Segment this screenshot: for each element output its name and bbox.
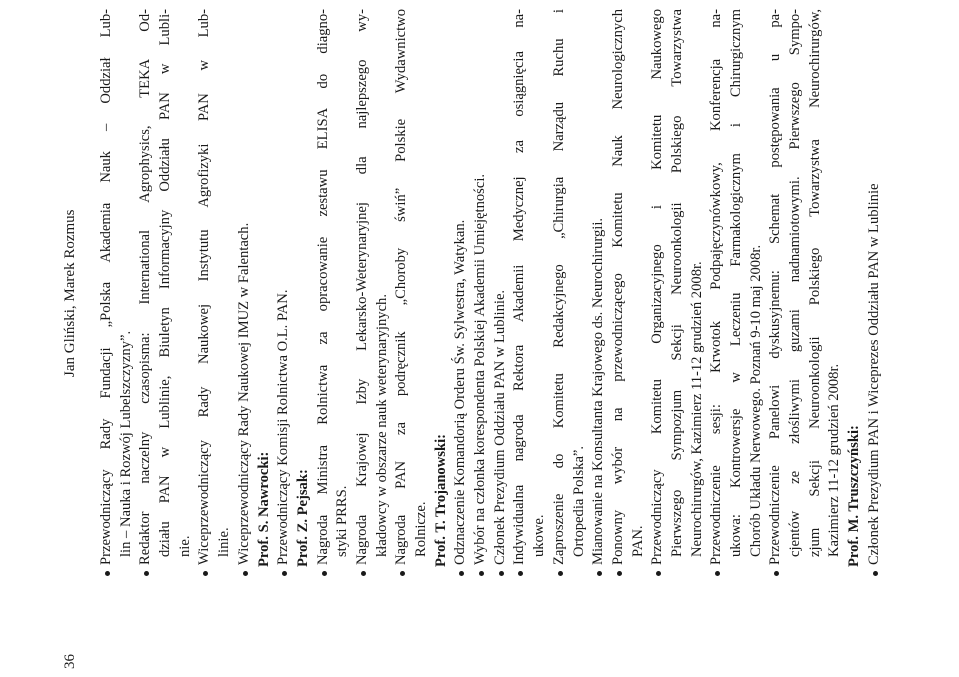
bullet-item-line	[550, 9, 570, 677]
bullet-item-line	[353, 9, 373, 677]
line-text: nie.	[176, 535, 193, 557]
line-text: działu PAN w Lublinie, Biuletyn Informacyjny Oddziału PAN w Lubli-	[157, 9, 174, 557]
bullet-icon	[656, 571, 661, 576]
bullet-item-line	[865, 9, 885, 677]
line-text: Przewodniczący Rady Fundacji „Polska Akademia Nauk – Oddział Lub-	[98, 9, 114, 565]
bullet-icon	[597, 571, 602, 576]
line-text: Kazimierz 11-12 grudzień 2008r.	[826, 363, 843, 557]
bullet-icon	[715, 571, 720, 576]
line-text: lin – Nauka i Rozwój Lubelszczyzny”.	[117, 330, 134, 557]
line-text: linie.	[216, 527, 233, 557]
bullet-item-line	[235, 9, 255, 677]
section-heading	[294, 9, 314, 677]
line-text: Redaktor naczelny czasopisma: International Agrophysics, TEKA Od-	[137, 9, 154, 565]
bullet-icon	[558, 571, 563, 576]
section-heading	[255, 9, 275, 677]
running-head: Jan Gliński, Marek Rozmus	[62, 209, 78, 377]
line-text: zjum Sekcji Neuroonkologii Polskiego Towarzystwa Neurochirurgów,	[806, 9, 823, 557]
line-text: Nagroda Krajowej Izby Lekarsko-Weterynaryjnej dla najlepszego wy-	[353, 9, 370, 565]
bullet-item-line	[195, 9, 215, 677]
bullet-item-line	[97, 9, 117, 677]
bullet-icon	[105, 571, 110, 576]
bullet-item-line	[451, 9, 471, 677]
bullet-icon	[518, 571, 523, 576]
page-number: 36	[62, 654, 78, 669]
line-text: Ortopedia Polska”.	[570, 445, 587, 557]
line-text: Przewodniczenie Panelowi dyskusyjnemu: Schemat postępowania u pa-	[767, 9, 784, 565]
continuation-line	[333, 9, 353, 677]
bullet-icon	[282, 571, 287, 576]
bullet-item-line	[609, 9, 629, 677]
continuation-line	[530, 9, 550, 677]
line-text: Wybór na członka korespondenta Polskiej Akademii Umiejętności.	[472, 173, 489, 565]
line-text: Wiceprzewodniczący Rady Naukowej IMUZ w Falentach.	[235, 222, 252, 565]
bullet-item-line	[766, 9, 786, 677]
continuation-line	[176, 9, 196, 677]
line-text: Wiceprzewodniczący Rady Naukowej Instytutu Agrofizyki PAN w Lub-	[196, 9, 213, 565]
line-text: Przewodniczenie sesji: Krwotok Podpajęczynówkowy, Konferencja na-	[708, 9, 725, 565]
line-text: Mianowanie na Konsultanta Krajowego ds. Neurochirurgii.	[590, 217, 607, 565]
line-text: Indywidualna nagroda Rektora Akademii Medycznej za osiągnięcia na-	[511, 9, 528, 565]
bullet-item-line	[471, 9, 491, 677]
bullet-icon	[873, 571, 878, 576]
bullet-icon	[361, 571, 366, 576]
bullet-icon	[459, 571, 464, 576]
section-heading	[432, 9, 452, 677]
continuation-line	[668, 9, 688, 677]
continuation-line	[825, 9, 845, 677]
line-text: PAN.	[629, 525, 646, 557]
line-text: Pierwszego Sympozjum Sekcji Neuroonkologii Polskiego Towarzystwa	[668, 9, 685, 557]
page-body	[97, 9, 885, 677]
bullet-item-line	[648, 9, 668, 677]
continuation-line	[688, 9, 708, 677]
bullet-icon	[144, 571, 149, 576]
line-text: Przewodniczący Komisji Rolnictwa O.L. PAN.	[275, 289, 292, 565]
line-text: Neurochirurgów, Kazimierz 11-12 grudzień 2008r.	[688, 261, 705, 557]
bullet-item-line	[274, 9, 294, 677]
continuation-line	[117, 9, 137, 677]
bullet-item-line	[136, 9, 156, 677]
line-text: Prof. S. Nawrocki:	[255, 451, 272, 567]
bullet-item-line	[510, 9, 530, 677]
line-text: cjentów ze złośliwymi guzami nadnamiotowymi. Pierwszego Sympo-	[787, 9, 804, 557]
continuation-line	[373, 9, 393, 677]
bullet-item-line	[392, 9, 412, 677]
line-text: Prof. T. Trojanowski:	[432, 434, 449, 567]
bullet-icon	[479, 571, 484, 576]
line-text: styki PRRS.	[334, 485, 351, 557]
continuation-line	[215, 9, 235, 677]
continuation-line	[806, 9, 826, 677]
continuation-line	[786, 9, 806, 677]
bullet-item-line	[314, 9, 334, 677]
line-text: Rolnicze.	[413, 501, 429, 557]
line-text: Zaproszenie do Komitetu Redakcyjnego „Chirurgia Narządu Ruchu i	[550, 9, 567, 565]
line-text: Prof. Z. Pejsak:	[294, 469, 311, 567]
line-text: Odznaczenie Komandorią Orderu Św. Sylwestra, Watykan.	[452, 219, 469, 565]
continuation-line	[156, 9, 176, 677]
line-text: Chorób Układu Nerwowego. Poznań 9-10 maj 2008r.	[747, 244, 764, 557]
bullet-item-line	[589, 9, 609, 677]
bullet-item-line	[707, 9, 727, 677]
line-text: Członek Prezydium Oddziału PAN w Lublinie.	[491, 289, 508, 565]
line-text: Przewodniczący Komitetu Organizacyjnego i Komitetu Naukowego	[649, 9, 666, 565]
continuation-line	[747, 9, 767, 677]
line-text: Członek Prezydium PAN i Wiceprezes Oddziału PAN w Lublinie	[865, 183, 882, 565]
line-text: Prof. M. Truszczyński:	[846, 425, 863, 567]
bullet-item-line	[491, 9, 511, 677]
bullet-icon	[322, 571, 327, 576]
line-text: Nagroda PAN za podręcznik „Choroby świń” Polskie Wydawnictwo	[393, 9, 410, 565]
continuation-line	[629, 9, 649, 677]
line-text: ukowe.	[531, 514, 548, 557]
continuation-line	[412, 9, 432, 677]
line-text: kładowcy w obszarze nauk weterynaryjnych.	[373, 294, 390, 557]
bullet-icon	[243, 571, 248, 576]
bullet-icon	[499, 571, 504, 576]
line-text: ukowa: Kontrowersje w Leczeniu Farmakologicznym i Chirurgicznym	[728, 9, 744, 557]
bullet-icon	[400, 571, 405, 576]
bullet-icon	[774, 571, 779, 576]
bullet-icon	[617, 571, 622, 576]
line-text: Ponowny wybór na przewodniczącego Komitetu Nauk Neurologicznych	[609, 9, 626, 565]
section-heading	[845, 9, 865, 677]
line-text: Nagroda Ministra Rolnictwa za opracowanie zestawu ELISA do diagno-	[314, 9, 331, 565]
bullet-icon	[203, 571, 208, 576]
continuation-line	[727, 9, 747, 677]
continuation-line	[570, 9, 590, 677]
